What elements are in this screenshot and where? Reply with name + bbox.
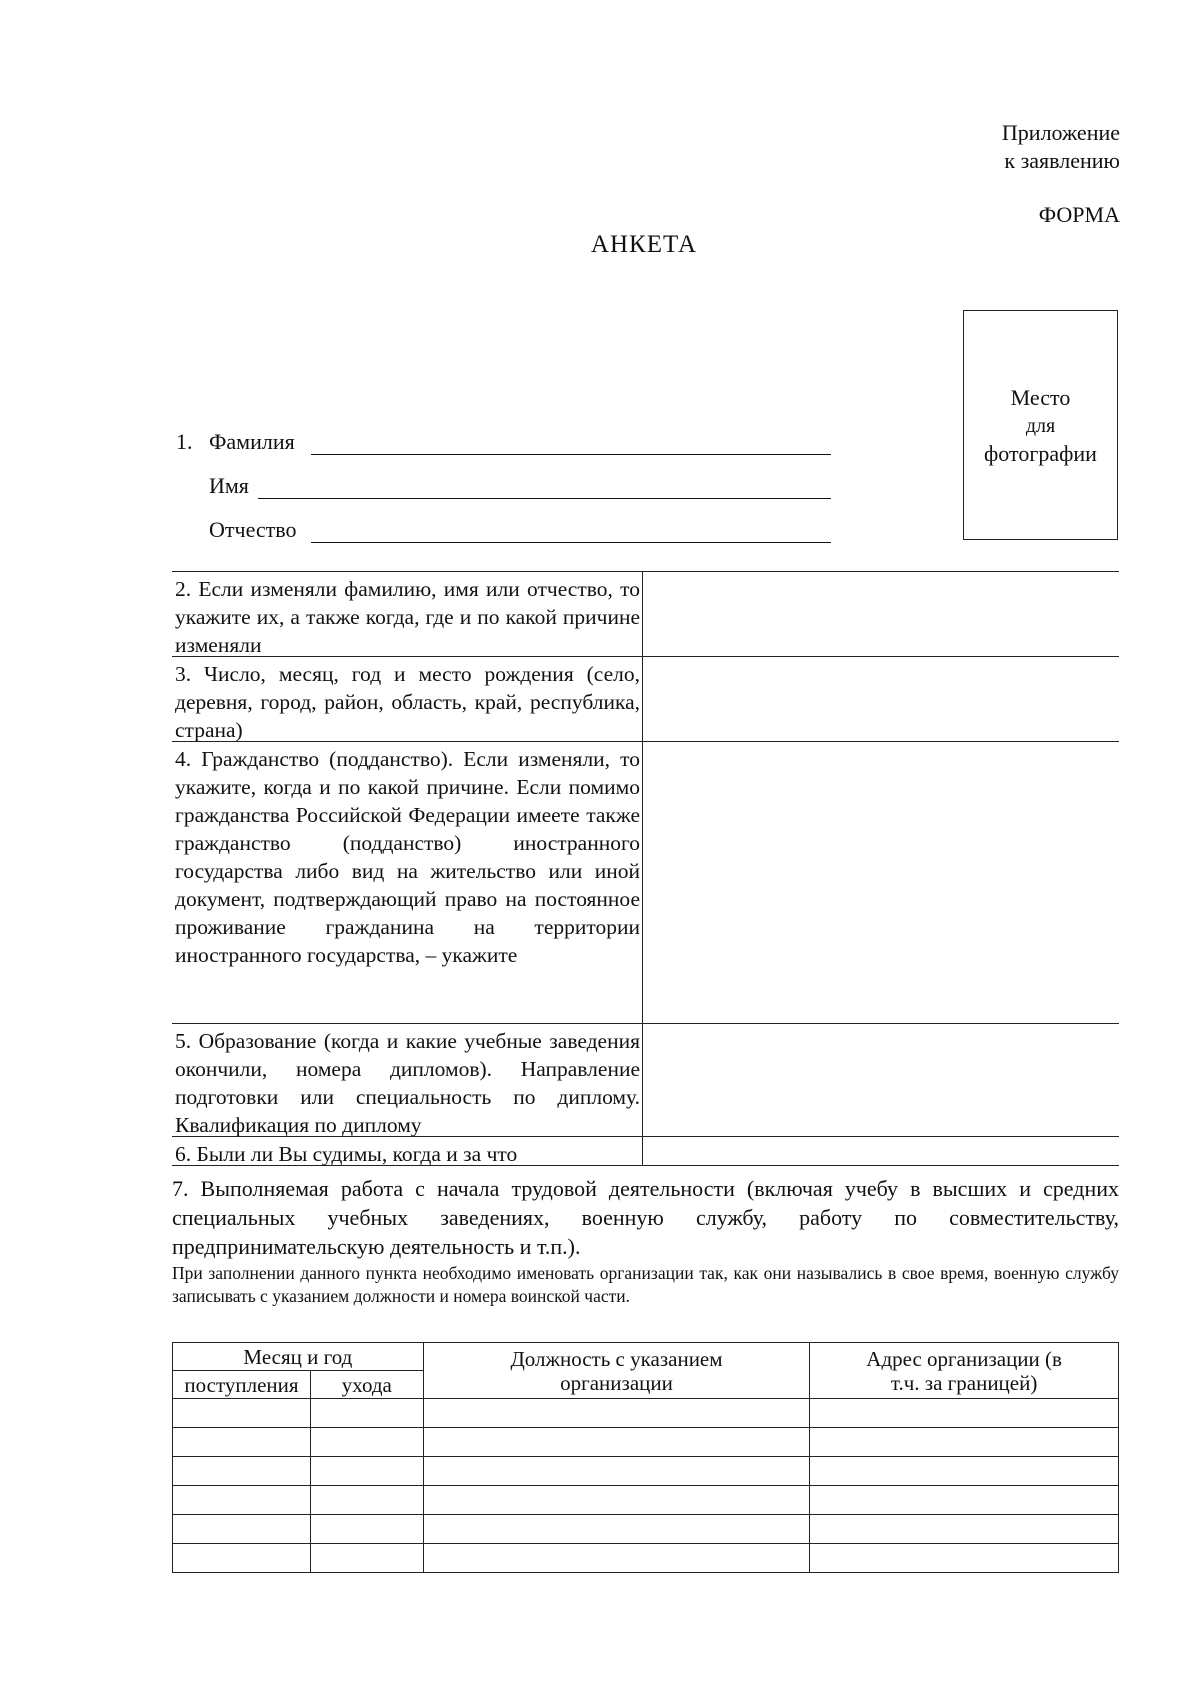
address-cell[interactable] <box>810 1544 1119 1573</box>
header-address-text: Адрес организации (в т.ч. за границей) <box>866 1346 1062 1395</box>
question-row <box>172 657 1119 742</box>
table-row <box>173 1515 1119 1544</box>
page-title: АНКЕТА <box>590 231 698 258</box>
header-address <box>810 1343 1119 1399</box>
address-cell[interactable] <box>810 1399 1119 1428</box>
end-cell[interactable] <box>310 1457 423 1486</box>
photo-placeholder[interactable] <box>963 310 1118 540</box>
address-cell[interactable] <box>810 1428 1119 1457</box>
header-month-year: Месяц и год <box>173 1343 424 1371</box>
question-2-text: 2. Если изменяли фамилию, имя или отчество, то укажите их, а также когда, где и по какой причине изменяли <box>175 577 640 657</box>
firstname-field[interactable] <box>258 498 831 499</box>
question-4-text: 4. Гражданство (подданство). Если изменяли, то укажите, когда и по какой причине. Если помимо гражданства Российской Федерации имеете также гражданство (подданство) иностранного государства либо вид на жительство или иной документ, подтверждающий право на постоянное проживание гражданина на территории иностранного государства, – укажите <box>175 747 640 967</box>
position-cell[interactable] <box>423 1399 810 1428</box>
photo-label-line-1: Место <box>1010 385 1071 410</box>
photo-label-line-3: фотографии <box>984 441 1097 466</box>
position-cell[interactable] <box>423 1515 810 1544</box>
question-row <box>172 742 1119 1024</box>
question-row <box>172 1024 1119 1137</box>
position-cell[interactable] <box>423 1457 810 1486</box>
position-cell[interactable] <box>423 1428 810 1457</box>
table-row <box>173 1544 1119 1573</box>
start-cell[interactable] <box>173 1428 311 1457</box>
surname-field[interactable] <box>311 454 831 455</box>
appendix-line-1: Приложение <box>1001 120 1120 145</box>
header-position-text: Должность с указанием организации <box>510 1346 723 1395</box>
end-cell[interactable] <box>310 1486 423 1515</box>
header-end: ухода <box>310 1371 423 1399</box>
question-5-text: 5. Образование (когда и какие учебные заведения окончили, номера дипломов). Направление подготовки или специальность по диплому. Квалификация по диплому <box>175 1029 640 1137</box>
surname-label: Фамилия <box>209 429 295 454</box>
appendix-line-2: к заявлению <box>1004 148 1120 173</box>
question-2-answer[interactable] <box>642 572 1119 656</box>
work-history-table <box>172 1342 1119 1573</box>
appendix-note <box>1002 119 1120 175</box>
start-cell[interactable] <box>173 1544 311 1573</box>
questionnaire-table <box>172 571 1119 1166</box>
start-cell[interactable] <box>173 1515 311 1544</box>
section-7-text: 7. Выполняемая работа с начала трудовой деятельности (включая учебу в высших и средних специальных учебных заведениях, военную службу, работу по совместительству, предпринимательскую деятельность и т.п.). <box>172 1176 1119 1259</box>
question-6-text: 6. Были ли Вы судимы, когда и за что <box>175 1142 518 1166</box>
question-5-answer[interactable] <box>642 1024 1119 1136</box>
table-row <box>173 1486 1119 1515</box>
question-3-text: 3. Число, месяц, год и место рождения (село, деревня, город, район, область, край, республика, страна) <box>175 662 640 742</box>
start-cell[interactable] <box>173 1399 311 1428</box>
surname-row <box>0 429 1200 459</box>
firstname-row <box>0 473 1200 503</box>
question-row <box>172 1137 1119 1166</box>
table-row <box>173 1428 1119 1457</box>
header-start: поступления <box>173 1371 311 1399</box>
firstname-label: Имя <box>209 473 249 498</box>
end-cell[interactable] <box>310 1515 423 1544</box>
position-cell[interactable] <box>423 1544 810 1573</box>
question-3-answer[interactable] <box>642 657 1119 741</box>
end-cell[interactable] <box>310 1544 423 1573</box>
start-cell[interactable] <box>173 1457 311 1486</box>
patronymic-label: Отчество <box>209 517 297 542</box>
item-number-1: 1. <box>176 429 193 454</box>
question-row <box>172 572 1119 657</box>
photo-label-line-2: для <box>1025 415 1056 437</box>
header-position <box>423 1343 810 1399</box>
question-4-answer[interactable] <box>642 742 1119 1023</box>
question-6-answer[interactable] <box>642 1137 1119 1165</box>
patronymic-row <box>0 517 1200 547</box>
address-cell[interactable] <box>810 1515 1119 1544</box>
start-cell[interactable] <box>173 1486 311 1515</box>
section-7-note: При заполнении данного пункта необходимо именовать организации так, как они назывались в свое время, военную службу записывать с указанием должности и номера воинской части. <box>172 1263 1119 1306</box>
patronymic-field[interactable] <box>311 542 831 543</box>
address-cell[interactable] <box>810 1486 1119 1515</box>
address-cell[interactable] <box>810 1457 1119 1486</box>
table-row <box>173 1399 1119 1428</box>
form-label: ФОРМА <box>1038 202 1120 227</box>
position-cell[interactable] <box>423 1486 810 1515</box>
end-cell[interactable] <box>310 1428 423 1457</box>
end-cell[interactable] <box>310 1399 423 1428</box>
table-row <box>173 1457 1119 1486</box>
